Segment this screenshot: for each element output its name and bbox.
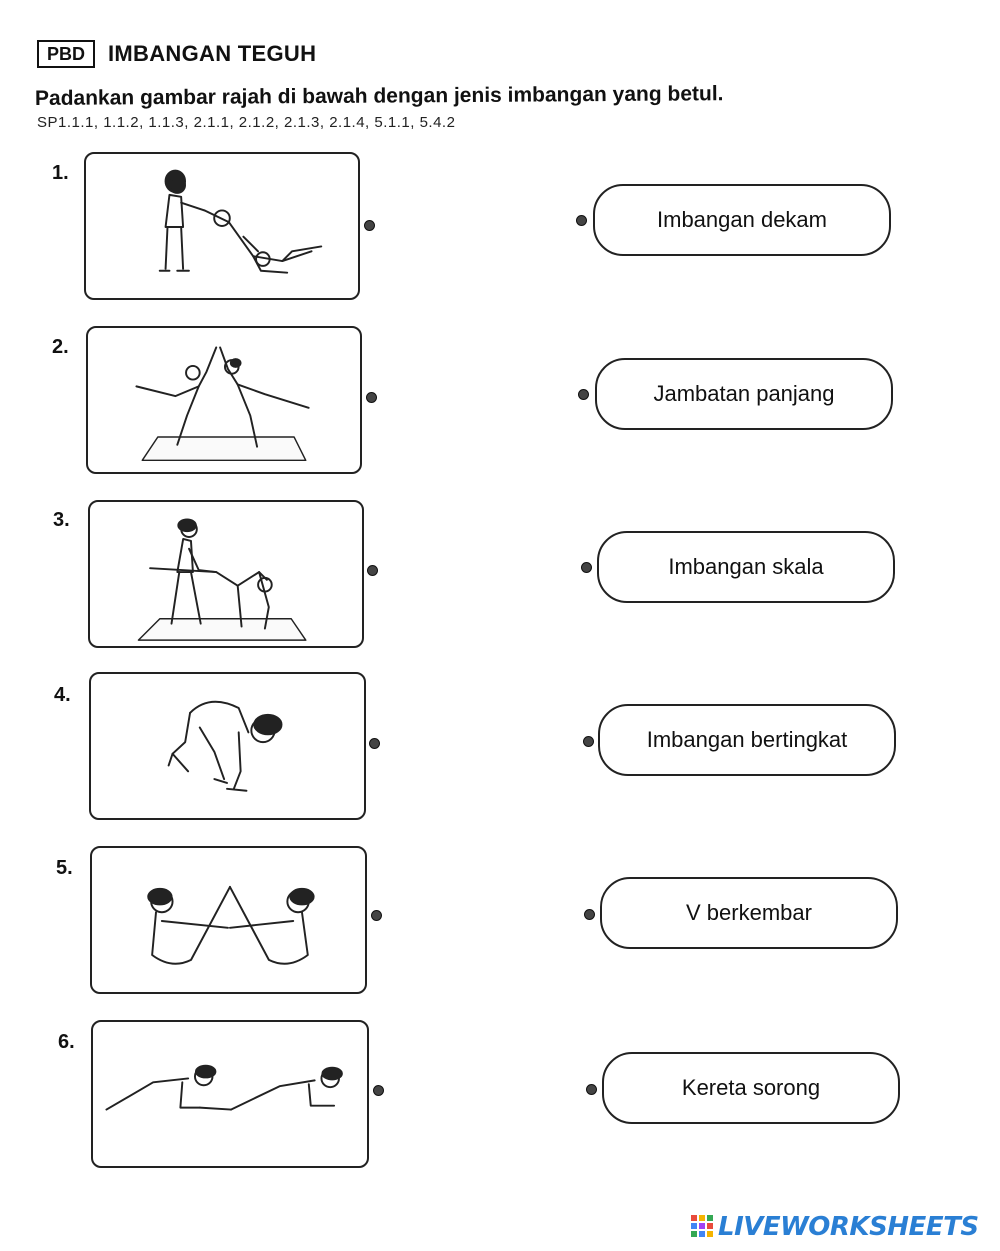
item-number-3: 3. — [53, 509, 70, 531]
answer-option-4[interactable]: Imbangan bertingkat — [598, 704, 896, 776]
liveworksheets-logo — [690, 1212, 990, 1242]
match-dot-left-3[interactable] — [367, 565, 378, 576]
answer-option-1[interactable]: Imbangan dekam — [593, 184, 891, 256]
item-number-1: 1. — [52, 162, 69, 184]
answer-option-2[interactable]: Jambatan panjang — [595, 358, 893, 430]
illustration-crouch-hand-balance — [91, 674, 364, 818]
pbd-badge: PBD — [37, 40, 95, 68]
page-title: IMBANGAN TEGUH — [108, 41, 317, 66]
illustration-standing-lying-balance — [86, 154, 358, 298]
instruction-text: Padankan gambar rajah di bawah dengan jenis imbangan yang betul. — [34, 82, 724, 110]
match-dot-right-6[interactable] — [586, 1084, 597, 1095]
answer-option-5[interactable]: V berkembar — [600, 877, 898, 949]
picture-box-4 — [89, 672, 366, 820]
illustration-two-scale-balance — [88, 328, 360, 472]
match-dot-right-3[interactable] — [581, 562, 592, 573]
liveworksheets-logo-icon — [690, 1214, 714, 1240]
liveworksheets-logo-text: LIVEWORKSHEETS — [718, 1212, 979, 1242]
match-dot-left-2[interactable] — [366, 392, 377, 403]
item-number-4: 4. — [54, 684, 71, 706]
illustration-v-sit-pair — [92, 848, 365, 992]
item-number-5: 5. — [56, 857, 73, 879]
match-dot-left-6[interactable] — [373, 1085, 384, 1096]
answer-option-6[interactable]: Kereta sorong — [602, 1052, 900, 1124]
picture-box-6 — [91, 1020, 369, 1168]
match-dot-left-1[interactable] — [364, 220, 375, 231]
match-dot-right-5[interactable] — [584, 909, 595, 920]
illustration-bridge-holding-leg — [90, 502, 362, 646]
match-dot-left-5[interactable] — [371, 910, 382, 921]
standard-codes: SP1.1.1, 1.1.2, 1.1.3, 2.1.1, 2.1.2, 2.1.3, 2.1.4, 5.1.1, 5.4.2 — [37, 114, 456, 131]
answer-option-3[interactable]: Imbangan skala — [597, 531, 895, 603]
match-dot-right-4[interactable] — [583, 736, 594, 747]
match-dot-right-1[interactable] — [576, 215, 587, 226]
picture-box-5 — [90, 846, 367, 994]
item-number-6: 6. — [58, 1031, 75, 1053]
picture-box-1 — [84, 152, 360, 300]
picture-box-2 — [86, 326, 362, 474]
item-number-2: 2. — [52, 336, 69, 358]
match-dot-right-2[interactable] — [578, 389, 589, 400]
match-dot-left-4[interactable] — [369, 738, 380, 749]
illustration-plank-pair — [93, 1022, 367, 1166]
picture-box-3 — [88, 500, 364, 648]
